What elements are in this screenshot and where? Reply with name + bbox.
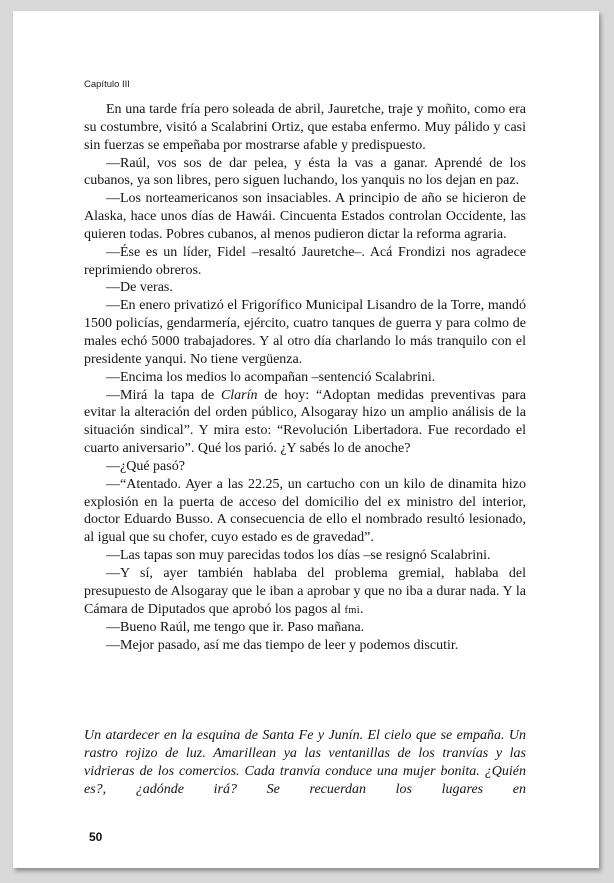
paragraph: En una tarde fría pero soleada de abril, Jauretche, traje y moñito, como era su costumbre, visitó a Scalabrini Ortiz, que estaba enfermo. Muy pálido y casi sin fuerzas se empeñaba por mostrarse afable y predispuesto. — [84, 102, 526, 153]
paragraph: —Bueno Raúl, me tengo que ir. Paso mañana. — [106, 620, 365, 636]
paragraph: —“Atentado. Ayer a las 22.25, un cartucho con un kilo de dinamita hizo explosión en la puerta de acceso del domicilio del ex ministro del interior, doctor Eduardo Busso. A consecuencia de ello el nombrado resultó lesionado, al igual que su chofer, cuyo estado es de gravedad”. — [84, 476, 526, 546]
acronym-fmi: fmi — [344, 604, 360, 616]
paragraph: —¿Qué pasó? — [106, 458, 185, 474]
paragraph-clarin — [84, 387, 526, 458]
paragraph-text: —Y sí, ayer también hablaba del problema gremial, hablaba del presupuesto de Alsogaray que le iban a aprobar y que no iba a durar nada. Y la Cámara de Diputados que aprobó los pagos al — [84, 565, 526, 617]
paragraph: —Ése es un líder, Fidel –resaltó Jauretche–. Acá Frondizi nos agradece reprimiendo obreros. — [84, 244, 526, 278]
paragraph: —Mejor pasado, así me das tiempo de leer y podemos discutir. — [106, 638, 459, 654]
paragraph: —Los norteamericanos son insaciables. A principio de año se hicieron de Alaska, hace unos días de Hawái. Cincuenta Estados controlan Occidente, las quieren todas. Pobres cubanos, al menos pudieron dictar la reforma agraria. — [84, 191, 526, 242]
body-text — [84, 101, 526, 655]
page-number: 50 — [89, 830, 103, 844]
book-page — [13, 11, 599, 868]
paragraph-text: —Mirá la tapa de — [106, 387, 221, 403]
paragraph: —En enero privatizó el Frigorífico Municipal Lisandro de la Torre, mandó 1500 policías, gendarmería, ejército, cuatro tanques de guerra y para colmo de males echó 5000 trabajadores. Y al otro día charlando lo más tranquilo con el presidente yanqui. No tiene vergüenza. — [84, 298, 526, 367]
paragraph: —De veras. — [106, 280, 173, 296]
newspaper-title: Clarín — [220, 387, 258, 403]
paragraph-text: . — [359, 601, 364, 617]
paragraph: —Encima los medios lo acompañan –sentenció Scalabrini. — [106, 369, 436, 385]
italic-passage: Un atardecer en la esquina de Santa Fe y Junín. El cielo que se empaña. Un rastro rojizo de luz. Amarillean ya las ventanillas de los tranvías y las vidrieras de los comercios. Cada tranvía conduce una mujer bonita. ¿Quién es?, ¿adónde irá? Se recuerdan los lugares en — [84, 728, 526, 797]
paragraph: —Raúl, vos sos de dar pelea, y ésta la vas a ganar. Aprendé de los cubanos, ya son libres, pero siguen luchando, los yanquis no los dejan en paz. — [84, 155, 526, 189]
paragraph-text: de hoy: “Adoptan medidas preventivas para evitar la alteración del orden público, Alsogaray hizo un amplio análisis de la situación sindical”. Y mira esto: “Revolución Libertadora. Fue recordado el cuarto aniversario”. Qué los parió. ¿Y sabés lo de anoche? — [84, 387, 526, 457]
paragraph-fmi — [84, 565, 526, 620]
running-head: Capítulo III — [84, 79, 130, 90]
paragraph: —Las tapas son muy parecidas todos los días –se resignó Scalabrini. — [106, 548, 491, 564]
